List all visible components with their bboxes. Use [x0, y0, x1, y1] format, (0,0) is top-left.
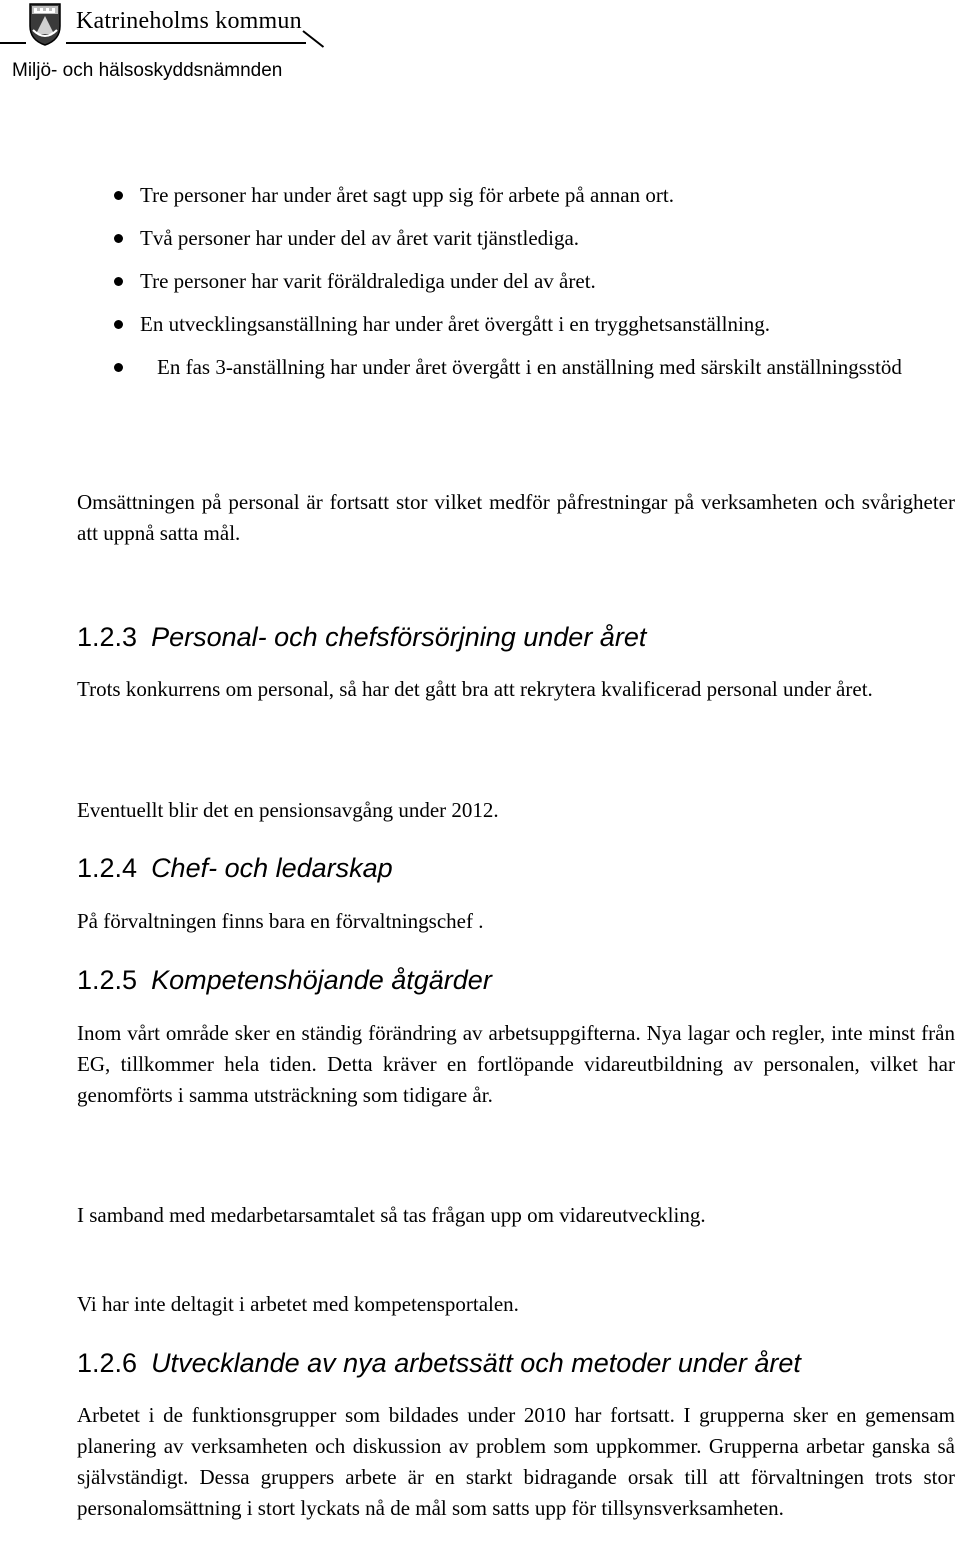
header-rule-left [0, 42, 26, 44]
list-item: En fas 3-anställning har under året övergått i en anställning med särskilt anställningsstöd [77, 352, 955, 383]
paragraph-management: På förvaltningen finns bara en förvaltningschef . [77, 909, 484, 933]
org-name: Katrineholms kommun [76, 8, 302, 34]
page-header [0, 0, 960, 90]
bullet-icon [114, 363, 123, 372]
paragraph-working-methods: Arbetet i de funktionsgrupper som bildades under 2010 har fortsatt. I grupperna sker en gemensam planering av verksamheten och diskussion av problem som uppkommer. Grupperna arbetar ganska så självständigt. Dessa gruppers arbete är en starkt bidragande orsak till att förvaltningen trots stor personalomsättning i stort lyckats nå de mål som satts upp för tillsynsverksamheten. [77, 1403, 955, 1520]
list-item: Tre personer har under året sagt upp sig för arbete på annan ort. [77, 180, 955, 211]
section-heading-1-2-6: 1.2.6 Utvecklande av nya arbetssätt och metoder under året [77, 1348, 801, 1378]
bullet-icon [114, 191, 123, 200]
paragraph-turnover: Omsättningen på personal är fortsatt stor vilket medför påfrestningar på verksamheten och svårigheter att uppnå satta mål. [77, 490, 955, 545]
bullet-icon [114, 277, 123, 286]
paragraph-recruitment: Trots konkurrens om personal, så har det gått bra att rekrytera kvalificerad personal under året. [77, 677, 873, 701]
paragraph-portal: Vi har inte deltagit i arbetet med kompetensportalen. [77, 1292, 519, 1316]
municipal-crest-icon [28, 2, 62, 46]
header-rule [66, 42, 306, 44]
list-item: Tre personer har varit föräldralediga under del av året. [77, 266, 955, 297]
bullet-list [77, 180, 955, 395]
list-item: Två personer har under del av året varit tjänstlediga. [77, 223, 955, 254]
bullet-icon [114, 320, 123, 329]
paragraph-retirement: Eventuellt blir det en pensionsavgång under 2012. [77, 798, 499, 822]
paragraph-appraisal: I samband med medarbetarsamtalet så tas frågan upp om vidareutveckling. [77, 1203, 706, 1227]
bullet-icon [114, 234, 123, 243]
section-heading-1-2-3: 1.2.3 Personal- och chefsförsörjning under året [77, 622, 647, 652]
header-rule-slash [302, 30, 324, 48]
section-heading-1-2-4: 1.2.4 Chef- och ledarskap [77, 853, 393, 883]
department-name: Miljö- och hälsoskyddsnämnden [12, 60, 283, 81]
paragraph-competence: Inom vårt område sker en ständig förändring av arbetsuppgifterna. Nya lagar och regler, inte minst från EG, tillkommer hela tiden. Detta kräver en fortlöpande vidareutbildning av personalen, vilket har genomförts i samma utsträckning som tidigare år. [77, 1021, 955, 1107]
section-heading-1-2-5: 1.2.5 Kompetenshöjande åtgärder [77, 965, 492, 995]
list-item: En utvecklingsanställning har under året övergått i en trygghetsanställning. [77, 309, 955, 340]
